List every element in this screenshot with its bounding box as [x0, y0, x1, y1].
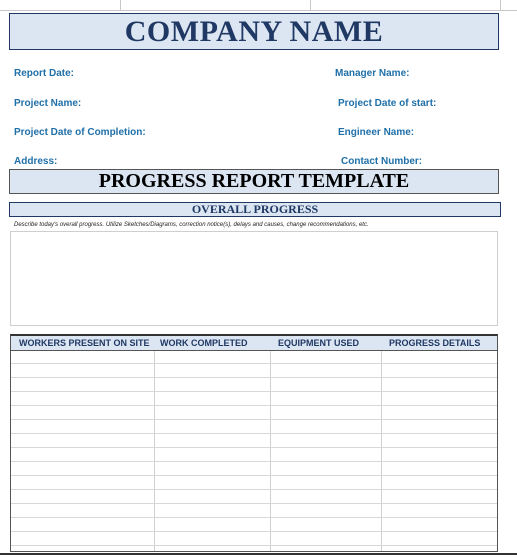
table-row[interactable]: [11, 363, 497, 364]
column-divider: [154, 351, 155, 551]
project-name-label[interactable]: Project Name:: [14, 98, 82, 109]
company-banner: [9, 13, 499, 50]
table-row[interactable]: [11, 517, 497, 518]
column-divider: [270, 351, 271, 551]
project-date-completion-label[interactable]: Project Date of Completion:: [14, 127, 146, 138]
gridline-tick: [120, 0, 121, 10]
sheet-top-gridline: [0, 0, 517, 11]
gridline-tick: [310, 0, 311, 10]
project-date-start-label[interactable]: Project Date of start:: [338, 98, 437, 109]
company-name[interactable]: COMPANY NAME: [124, 14, 384, 48]
table-row[interactable]: [11, 419, 497, 420]
table-row[interactable]: [11, 461, 497, 462]
table-row[interactable]: [11, 531, 497, 532]
table-row[interactable]: [11, 545, 497, 546]
table-row[interactable]: [11, 405, 497, 406]
table-row[interactable]: [11, 489, 497, 490]
overall-progress-textbox[interactable]: [10, 231, 498, 326]
overall-progress-heading[interactable]: OVERALL PROGRESS: [191, 202, 319, 216]
table-row[interactable]: [11, 377, 497, 378]
sheet-bottom-border: [0, 553, 517, 555]
engineer-name-label[interactable]: Engineer Name:: [338, 127, 415, 138]
manager-name-label[interactable]: Manager Name:: [335, 68, 410, 79]
table-row[interactable]: [11, 391, 497, 392]
overall-progress-header: [9, 202, 501, 217]
overall-progress-description: Describe today's overall progress. Utilize Sketches/Diagrams, correction notice(s), delays and causes, change recommendations, etc.: [14, 222, 369, 228]
column-header-work-completed[interactable]: WORK COMPLETED: [160, 338, 248, 348]
contact-number-label[interactable]: Contact Number:: [341, 156, 423, 167]
table-row[interactable]: [11, 503, 497, 504]
table-row[interactable]: [11, 475, 497, 476]
address-label[interactable]: Address:: [14, 156, 58, 167]
report-date-label[interactable]: Report Date:: [14, 68, 75, 79]
table-row[interactable]: [11, 447, 497, 448]
column-divider: [381, 351, 382, 551]
table-row[interactable]: [11, 433, 497, 434]
column-header-progress-details[interactable]: PROGRESS DETAILS: [389, 338, 481, 348]
column-header-equipment-used[interactable]: EQUIPMENT USED: [278, 338, 360, 348]
report-title[interactable]: PROGRESS REPORT TEMPLATE: [98, 170, 410, 192]
progress-table-header: [11, 336, 497, 351]
progress-table: [10, 334, 498, 552]
gridline-tick: [500, 0, 501, 10]
column-header-workers-present[interactable]: WORKERS PRESENT ON SITE: [19, 338, 150, 348]
report-title-bar: [9, 169, 499, 194]
